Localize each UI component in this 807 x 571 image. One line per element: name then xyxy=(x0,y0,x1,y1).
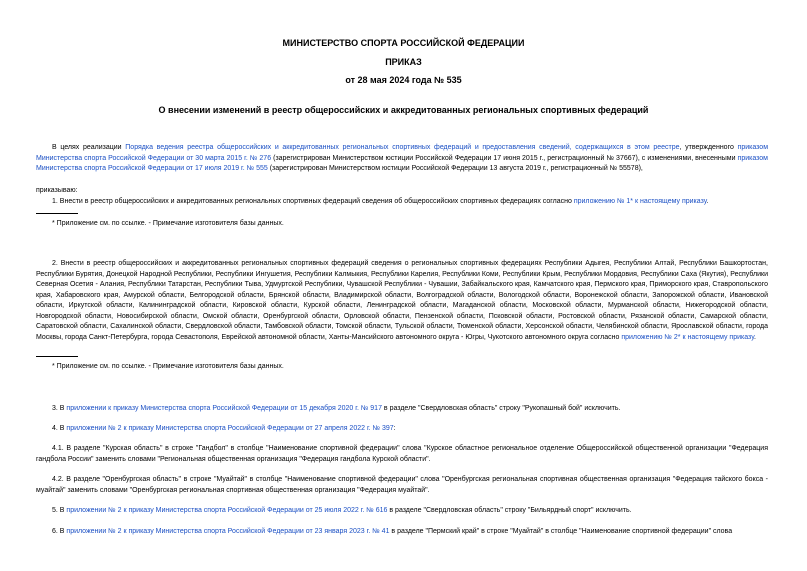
item-2-text: 2. Внести в реестр общероссийских и аккредитованных региональных спортивных федераций сведения о региональных спортивных федерациях Республики Адыгея, Республики Алтай, Республики Башкортостан, Республики Бурятия, Донецкой Народной Республики, Республики Ингушетия, Республики Калмыкия, Республики Карелия, Республики Коми, Республики Крым, Республики Мордовия, Республики Саха (Якутия), Республики Северная Осетия - Алания, Республики Татарстан, Республики Тыва, Удмуртской Республики, Чувашской Республики - Чувашии, Забайкальского края, Камчатского края, Пермского края, Приморского края, Ставропольского края, Хабаровского края, Амурской области, Белгородской области, Брянской области, Владимирской области, Волгоградской области, Вологодской области, Воронежской области, Запорожской области, Ивановской области, Иркутской области, Калининградской области, Кировской области, Курской области, Ленинградской области, Магаданской области, Московской области, Мурманской области, Нижегородской области, Новгородской области, Новосибирской области, Омской области, Оренбургской области, Орловской области, Пензенской области, Псковской области, Ростовской области, Рязанской области, Самарской области, Саратовской области, Сахалинской области, Свердловской области, Тамбовской области, Томской области, Тульской области, Тюменской области, Херсонской области, Челябинской области, Ярославской области, города Москвы, города Санкт-Петербурга, города Севастополя, Еврейской автономной области, Ханты-Мансийского автономного округа - Югры, Чукотского автономного округа согласно xyxy=(36,260,768,341)
order-276-link[interactable]: приказом Министерства спорта Российской Федерации от 30 марта 2015 г. № 276 xyxy=(36,144,769,162)
order-555-link[interactable]: приказом Министерства спорта Российской Федерации от 17 июля 2019 г. № 555 xyxy=(36,154,768,172)
order-41-link[interactable]: приложении № 2 к приказу Министерства спорта Российской Федерации от 23 января 2023 г. № 41 xyxy=(66,528,390,535)
preamble-text-1: В целях реализации xyxy=(52,144,126,151)
preamble-text-2: , утвержденного xyxy=(679,144,738,151)
preamble-text-4: (зарегистрирован Министерством юстиции Российской Федерации 13 августа 2019 г., регистрационный № 55578), xyxy=(267,165,643,172)
date-number-heading: от 28 мая 2024 года № 535 xyxy=(345,75,462,85)
item-3-prefix: 3. В xyxy=(52,405,67,412)
footnote-1: * Приложение см. по ссылке. - Примечание изготовителя базы данных. xyxy=(52,220,284,227)
item-4-prefix: 4. В xyxy=(52,425,67,432)
item-6-prefix: 6. В xyxy=(52,528,67,535)
item-4-1: 4.1. В разделе "Курская область" в строке "Гандбол" в столбце "Наименование спортивной федерации" слова "Курское областное региональное отделение Общероссийской общественной организации "Федерация гандбола России" заменить словами "Региональная общественная организация "Федерация гандбола Курской области". xyxy=(36,445,768,463)
preamble-paragraph xyxy=(36,143,768,175)
appendix-2-link[interactable]: приложению № 2* к настоящему приказу xyxy=(621,333,754,341)
item-5-prefix: 5. В xyxy=(52,507,67,514)
item-3 xyxy=(36,404,768,415)
item-1-text: 1. Внести в реестр общероссийских и аккредитованных региональных спортивных федераций сведения об общероссийских спортивных федерациях согласно xyxy=(52,198,574,205)
preamble-text-3: (зарегистрирован Министерством юстиции Российской Федерации 17 июня 2015 г., регистрационный № 37667), с изменениями, внесенными xyxy=(271,154,738,162)
order-917-link[interactable]: приложении к приказу Министерства спорта Российской Федерации от 15 декабря 2020 г. № 917 xyxy=(66,405,382,412)
doc-type-heading: ПРИКАЗ xyxy=(385,57,422,67)
item-4-2: 4.2. В разделе "Оренбургская область" в строке "Муайтай" в столбце "Наименование спортивной федерации" слова "Оренбургская региональная спортивная общественная организация "Федерация тайского бокса - муайтай" заменить словами "Оренбургская региональная спортивная общественная организация "Федерация муайтай". xyxy=(36,476,768,494)
ministry-heading: МИНИСТЕРСТВО СПОРТА РОССИЙСКОЙ ФЕДЕРАЦИИ xyxy=(282,38,525,48)
item-1-end: . xyxy=(706,198,709,205)
item-5 xyxy=(36,506,768,517)
item-2-end: . xyxy=(754,333,756,341)
footnote-divider-1 xyxy=(36,213,78,214)
order-397-link[interactable]: приложении № 2 к приказу Министерства спорта Российской Федерации от 27 апреля 2022 г. № 397 xyxy=(66,425,394,432)
order-word: приказываю: xyxy=(36,187,78,194)
item-3-text: в разделе "Свердловская область" строку "Рукопашный бой" исключить. xyxy=(381,405,621,412)
order-616-link[interactable]: приложении № 2 к приказу Министерства спорта Российской Федерации от 25 июля 2022 г. № 616 xyxy=(66,507,388,514)
footnote-divider-2 xyxy=(36,356,78,357)
item-5-text: в разделе "Свердловская область" строку "Бильярдный спорт" исключить. xyxy=(387,507,632,514)
item-4 xyxy=(36,424,768,435)
item-2 xyxy=(36,259,768,343)
item-6 xyxy=(36,527,768,538)
item-4-text: : xyxy=(393,425,396,432)
appendix-1-link[interactable]: приложению № 1* к настоящему приказу xyxy=(573,198,707,205)
registry-procedure-link[interactable]: Порядка ведения реестра общероссийских и аккредитованных региональных спортивных федераций и предоставления сведений, содержащихся в этом реестре xyxy=(125,144,680,151)
document-title: О внесении изменений в реестр общероссийских и аккредитованных региональных спортивных федераций xyxy=(158,105,649,115)
item-1 xyxy=(36,197,768,208)
footnote-2: * Приложение см. по ссылке. - Примечание изготовителя базы данных. xyxy=(52,363,284,370)
item-6-text: в разделе "Пермский край" в строке "Муайтай" в столбце "Наименование спортивной федерации" слова xyxy=(389,528,733,535)
